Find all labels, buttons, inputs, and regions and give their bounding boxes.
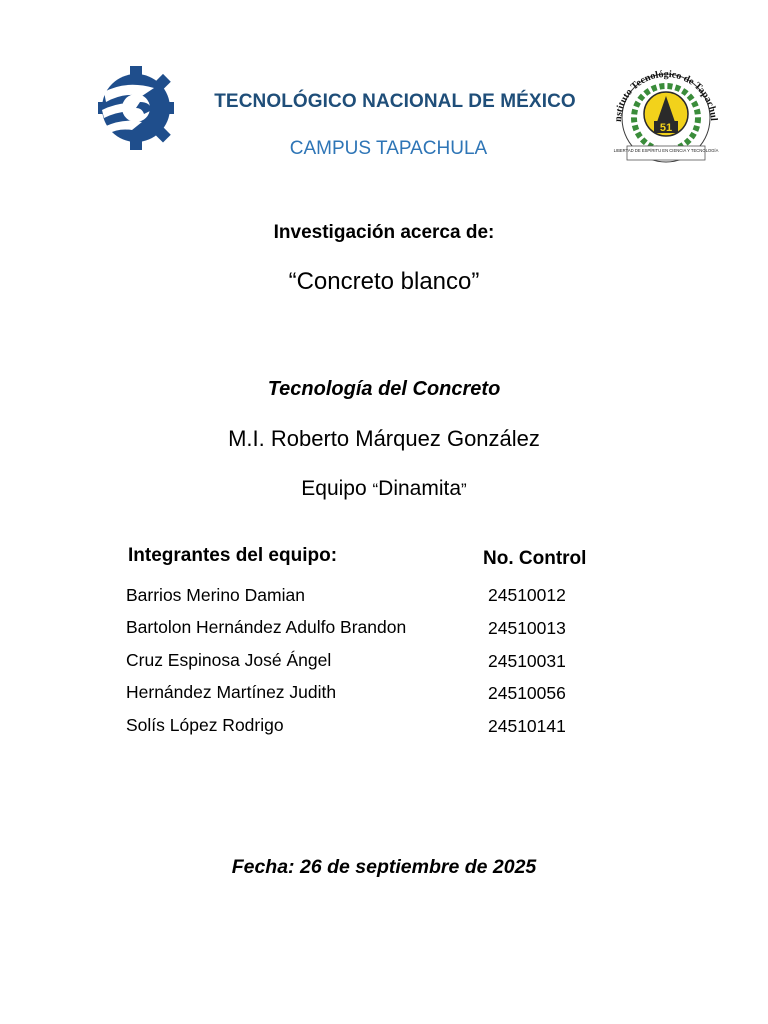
member-control-number: 24510141 — [488, 716, 566, 736]
campus-name: CAMPUS TAPACHULA — [289, 138, 488, 159]
team-prefix: Equipo — [301, 477, 373, 500]
seal-arc-text: nstituto Tecnológico de Tapachul — [612, 68, 719, 123]
member-control-number: 24510056 — [488, 683, 566, 703]
member-name: Bartolon Hernández Adulfo Brandon — [126, 617, 407, 637]
seal-motto: LIBERTAD DE ESPÍRITU EN CIENCIA Y TECNOLOGÍA — [613, 148, 719, 153]
members-header: Integrantes del equipo: — [128, 545, 338, 566]
member-control-number: 24510031 — [488, 651, 566, 671]
control-number-header: No. Control — [483, 548, 587, 569]
member-name: Barrios Merino Damian — [126, 585, 305, 605]
research-topic: “Concreto blanco” — [288, 268, 480, 295]
itt-seal — [607, 62, 725, 164]
subject-name: Tecnología del Concreto — [267, 378, 501, 400]
instituto-tecnologico-tapachula-seal-icon — [607, 62, 725, 164]
delivery-date: Fecha: 26 de septiembre de 2025 — [231, 856, 537, 878]
team-name — [0, 477, 768, 501]
member-name: Solís López Rodrigo — [126, 715, 284, 735]
institution-name: TECNOLÓGICO NACIONAL DE MÉXICO — [214, 91, 576, 112]
member-control-number: 24510012 — [488, 585, 566, 605]
research-label: Investigación acerca de: — [273, 222, 495, 243]
member-control-number: 24510013 — [488, 618, 566, 638]
tecnm-logo — [96, 62, 178, 154]
eagle-gear-logo-icon — [96, 62, 178, 154]
team-name-value: Dinamita — [378, 477, 462, 500]
teacher-name: M.I. Roberto Márquez González — [228, 426, 540, 451]
team-close-quote: ” — [461, 480, 467, 499]
seal-number: 51 — [659, 122, 673, 134]
member-name: Hernández Martínez Judith — [126, 682, 337, 702]
team-open-quote: “ — [372, 480, 379, 499]
member-name: Cruz Espinosa José Ángel — [126, 650, 332, 670]
